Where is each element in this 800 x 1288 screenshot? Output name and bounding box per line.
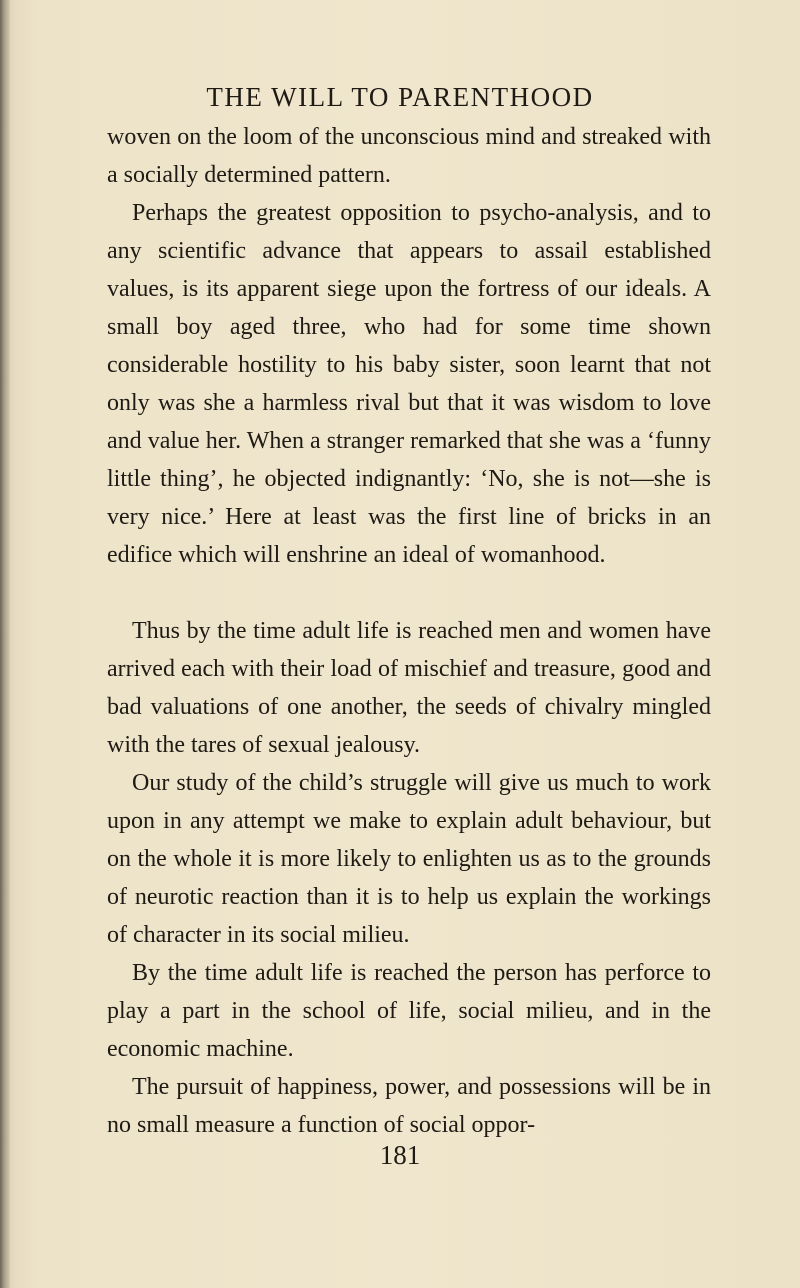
paragraph: Our study of the child’s struggle will give us much to work upon in any attempt we make to explain adult behaviour, but on the whole it is more likely to enlighten us as to the grounds of neurotic reaction than it is to help us explain the workings of character in its social milieu. bbox=[107, 770, 711, 948]
paragraph: Perhaps the greatest opposition to psycho-analysis, and to any scientific advance that appears to assail established values, is its apparent siege upon the fortress of our ideals. A small boy aged three, who had for some time shown considerable hostility to his baby sister, soon learnt that not only was she a harmless rival but that it was wisdom to love and value her. When a stranger remarked that she was a ‘funny little thing’, he objected indignantly: ‘No, she is not—she is very nice.’ Here at least was the first line of bricks in an edifice which will enshrine an ideal of womanhood. bbox=[107, 200, 711, 568]
paragraph: The pursuit of happiness, power, and possessions will be in no small measure a function of social oppor- bbox=[107, 1074, 711, 1138]
paragraph: woven on the loom of the unconscious mind and streaked with a socially determined pattern. bbox=[107, 124, 711, 188]
paragraph: Thus by the time adult life is reached men and women have arrived each with their load of mischief and treasure, good and bad valuations of one another, the seeds of chivalry mingled with the tares of sexual jealousy. bbox=[107, 618, 711, 758]
page-number: 181 bbox=[379, 1140, 421, 1170]
paragraph: By the time adult life is reached the person has perforce to play a part in the school of life, social milieu, and in the economic machine. bbox=[107, 960, 711, 1062]
running-head: THE WILL TO PARENTHOOD bbox=[206, 82, 594, 112]
body-text bbox=[107, 118, 711, 1144]
binding-edge bbox=[0, 0, 10, 1288]
